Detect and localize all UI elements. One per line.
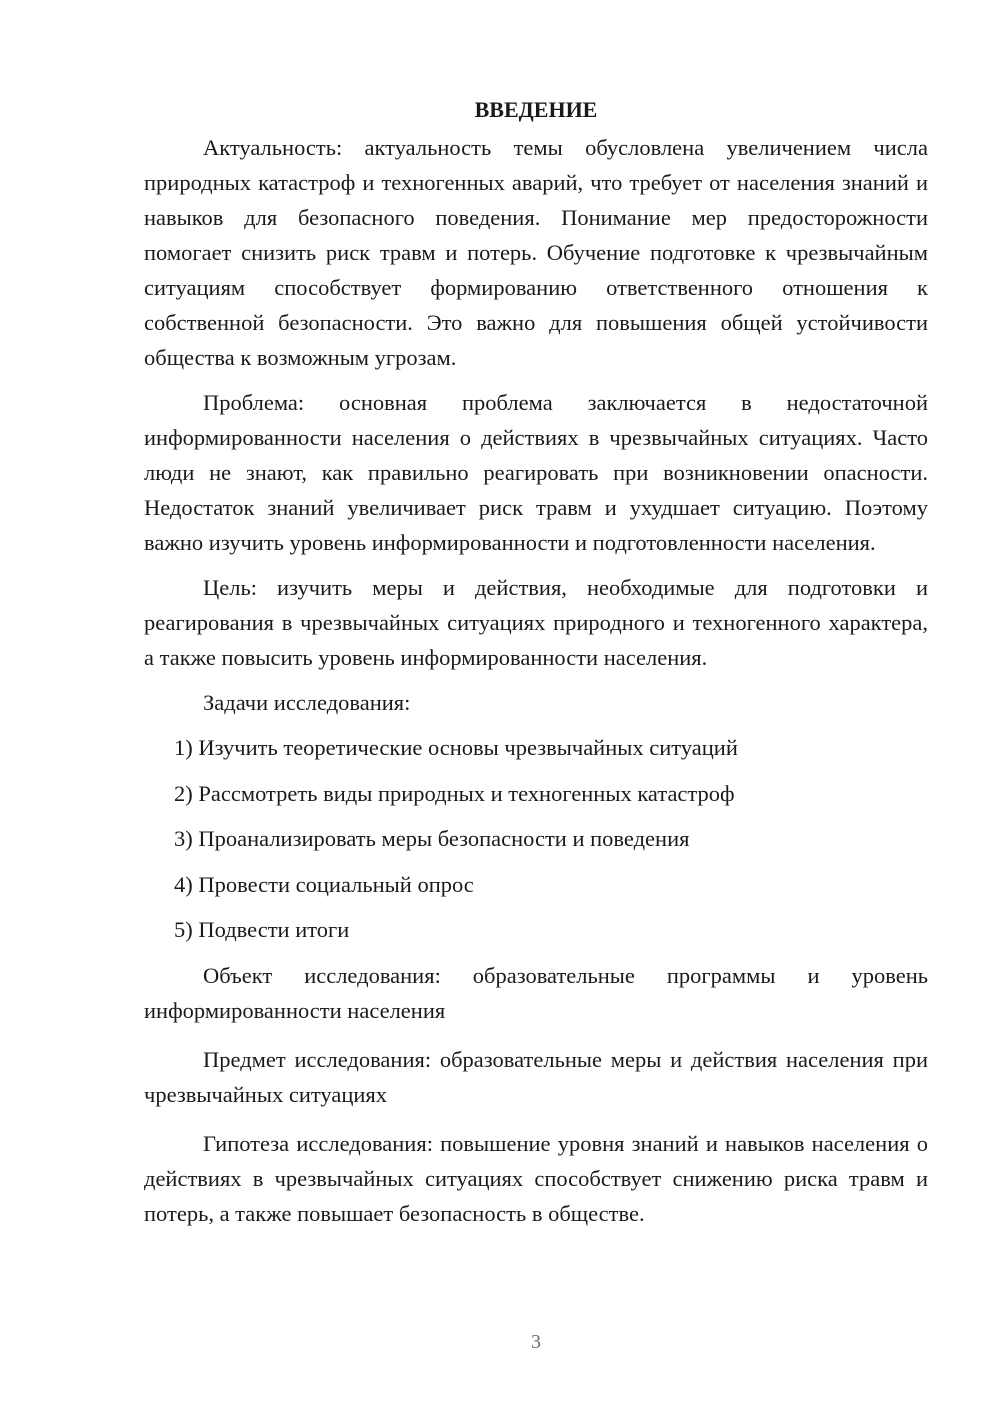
problem-paragraph: Проблема: основная проблема заключается в недостаточной информированности населения о действиях в чрезвычайных ситуациях. Часто люди не знают, как правильно реагировать при возникновении опасности. Недостаток знаний увеличивает риск травм и ухудшает ситуацию. Поэтому важно изучить уровень информированности и подготовленности населения. bbox=[144, 390, 928, 555]
goal-paragraph: Цель: изучить меры и действия, необходимые для подготовки и реагирования в чрезвычайных ситуациях природного и техногенного характера, а также повысить уровень информированности населения. bbox=[144, 575, 928, 670]
subject-paragraph: Предмет исследования: образовательные меры и действия населения при чрезвычайных ситуациях bbox=[144, 1046, 928, 1107]
task-item: 5) Подвести итоги bbox=[174, 917, 350, 942]
object-paragraph: Объект исследования: образовательные программы и уровень информированности населения bbox=[144, 962, 928, 1023]
task-item: 4) Провести социальный опрос bbox=[174, 871, 474, 897]
task-item: 2) Рассмотреть виды природных и техногенных катастроф bbox=[174, 780, 735, 806]
page-number: 3 bbox=[531, 1331, 541, 1353]
task-item: 1) Изучить теоретические основы чрезвычайных ситуаций bbox=[174, 735, 738, 760]
page-title: ВВЕДЕНИЕ bbox=[474, 97, 598, 122]
task-item: 3) Проанализировать меры безопасности и поведения bbox=[174, 826, 690, 851]
relevance-paragraph: Актуальность: актуальность темы обусловлена увеличением числа природных катастроф и техногенных аварий, что требует от населения знаний и навыков для безопасного поведения. Понимание мер предосторожности помогает снизить риск травм и потерь. Обучение подготовке к чрезвычайным ситуациям способствует формированию ответственного отношения к собственной безопасности. Это важно для повышения общей устойчивости общества к возможным угрозам. bbox=[144, 135, 928, 370]
task-list bbox=[144, 730, 928, 947]
tasks-heading: Задачи исследования: bbox=[203, 690, 411, 715]
document-page bbox=[144, 90, 928, 1241]
hypothesis-paragraph: Гипотеза исследования: повышение уровня знаний и навыков населения о действиях в чрезвычайных ситуациях способствует снижению риска травм и потерь, а также повышает безопасность в обществе. bbox=[144, 1130, 928, 1226]
